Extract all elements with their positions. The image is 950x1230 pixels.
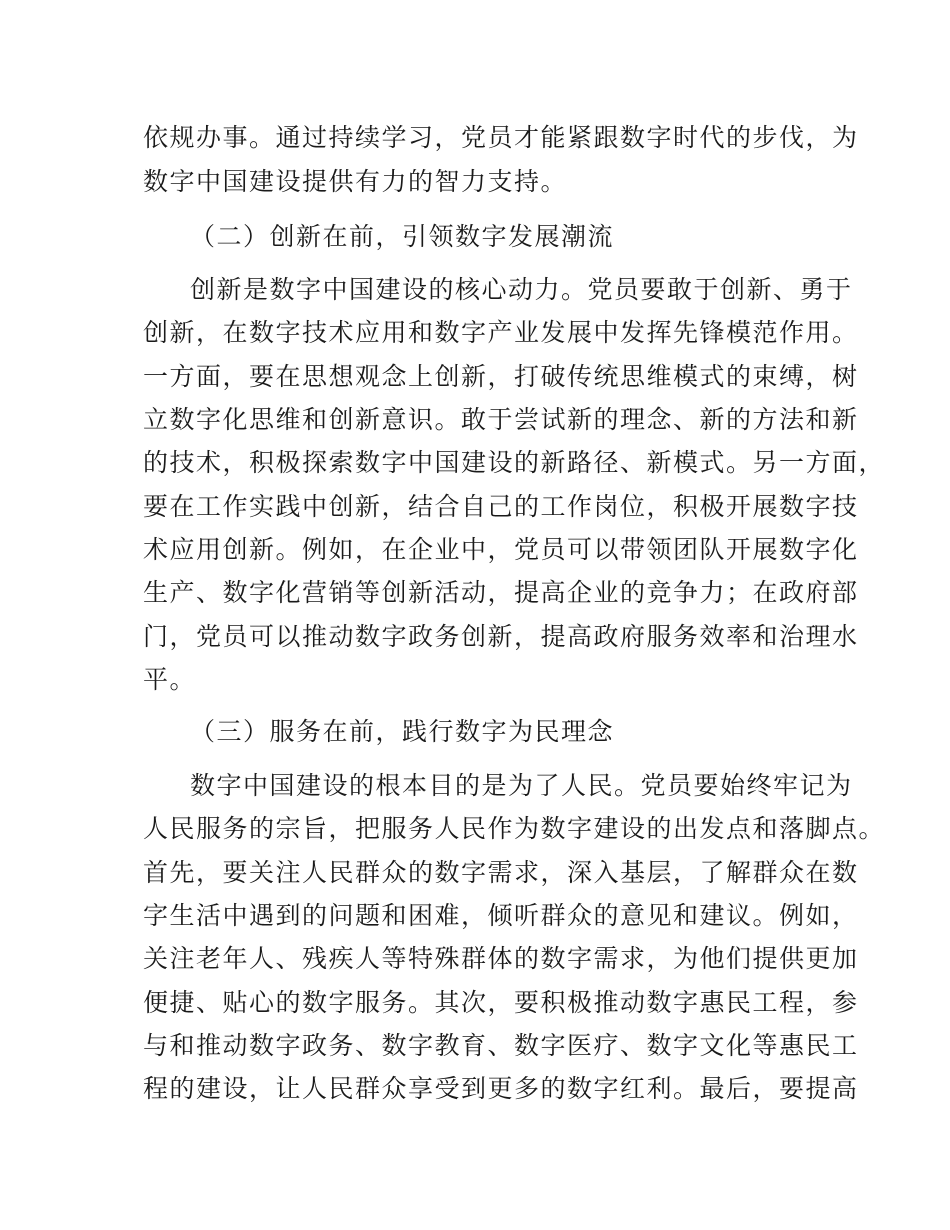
paragraph-2-line-2: 创新，在数字技术应用和数字产业发展中发挥先锋模范作用。 xyxy=(143,318,859,347)
paragraph-3-line-4: 字生活中遇到的问题和困难，倾听群众的意见和建议。例如， xyxy=(143,901,859,930)
paragraph-3-line-7: 与和推动数字政务、数字教育、数字医疗、数字文化等惠民工 xyxy=(143,1031,859,1060)
paragraph-3-line-6: 便捷、贴心的数字服务。其次，要积极推动数字惠民工程，参 xyxy=(143,988,859,1017)
paragraph-2-line-1: 创新是数字中国建设的核心动力。党员要敢于创新、勇于 xyxy=(190,275,853,304)
paragraph-2-line-6: 要在工作实践中创新，结合自己的工作岗位，积极开展数字技 xyxy=(143,492,859,521)
paragraph-1-line-1: 依规办事。通过持续学习，党员才能紧跟数字时代的步伐，为 xyxy=(143,123,859,152)
paragraph-3-line-8: 程的建设，让人民群众享受到更多的数字红利。最后，要提高 xyxy=(143,1074,859,1103)
paragraph-2-line-5: 的技术，积极探索数字中国建设的新路径、新模式。另一方面， xyxy=(143,448,886,477)
paragraph-2-line-10: 平。 xyxy=(143,665,197,694)
paragraph-2-line-8: 生产、数字化营销等创新活动，提高企业的竞争力；在政府部 xyxy=(143,578,859,607)
paragraph-2-line-4: 立数字化思维和创新意识。敢于尝试新的理念、新的方法和新 xyxy=(143,405,859,434)
paragraph-3-line-3: 首先，要关注人民群众的数字需求，深入基层，了解群众在数 xyxy=(143,858,859,887)
paragraph-2-line-9: 门，党员可以推动数字政务创新，提高政府服务效率和治理水 xyxy=(143,622,859,651)
paragraph-3-line-1: 数字中国建设的根本目的是为了人民。党员要始终牢记为 xyxy=(190,771,853,800)
section-heading-3: （三）服务在前，践行数字为民理念 xyxy=(190,717,615,746)
paragraph-2-line-7: 术应用创新。例如，在企业中，党员可以带领团队开展数字化 xyxy=(143,535,859,564)
paragraph-3-line-2: 人民服务的宗旨，把服务人民作为数字建设的出发点和落脚点。 xyxy=(143,814,886,843)
section-heading-2: （二）创新在前，引领数字发展潮流 xyxy=(190,222,615,251)
paragraph-3-line-5: 关注老年人、残疾人等特殊群体的数字需求，为他们提供更加 xyxy=(143,944,859,973)
paragraph-1-line-2: 数字中国建设提供有力的智力支持。 xyxy=(143,167,568,196)
paragraph-2-line-3: 一方面，要在思想观念上创新，打破传统思维模式的束缚，树 xyxy=(143,362,859,391)
